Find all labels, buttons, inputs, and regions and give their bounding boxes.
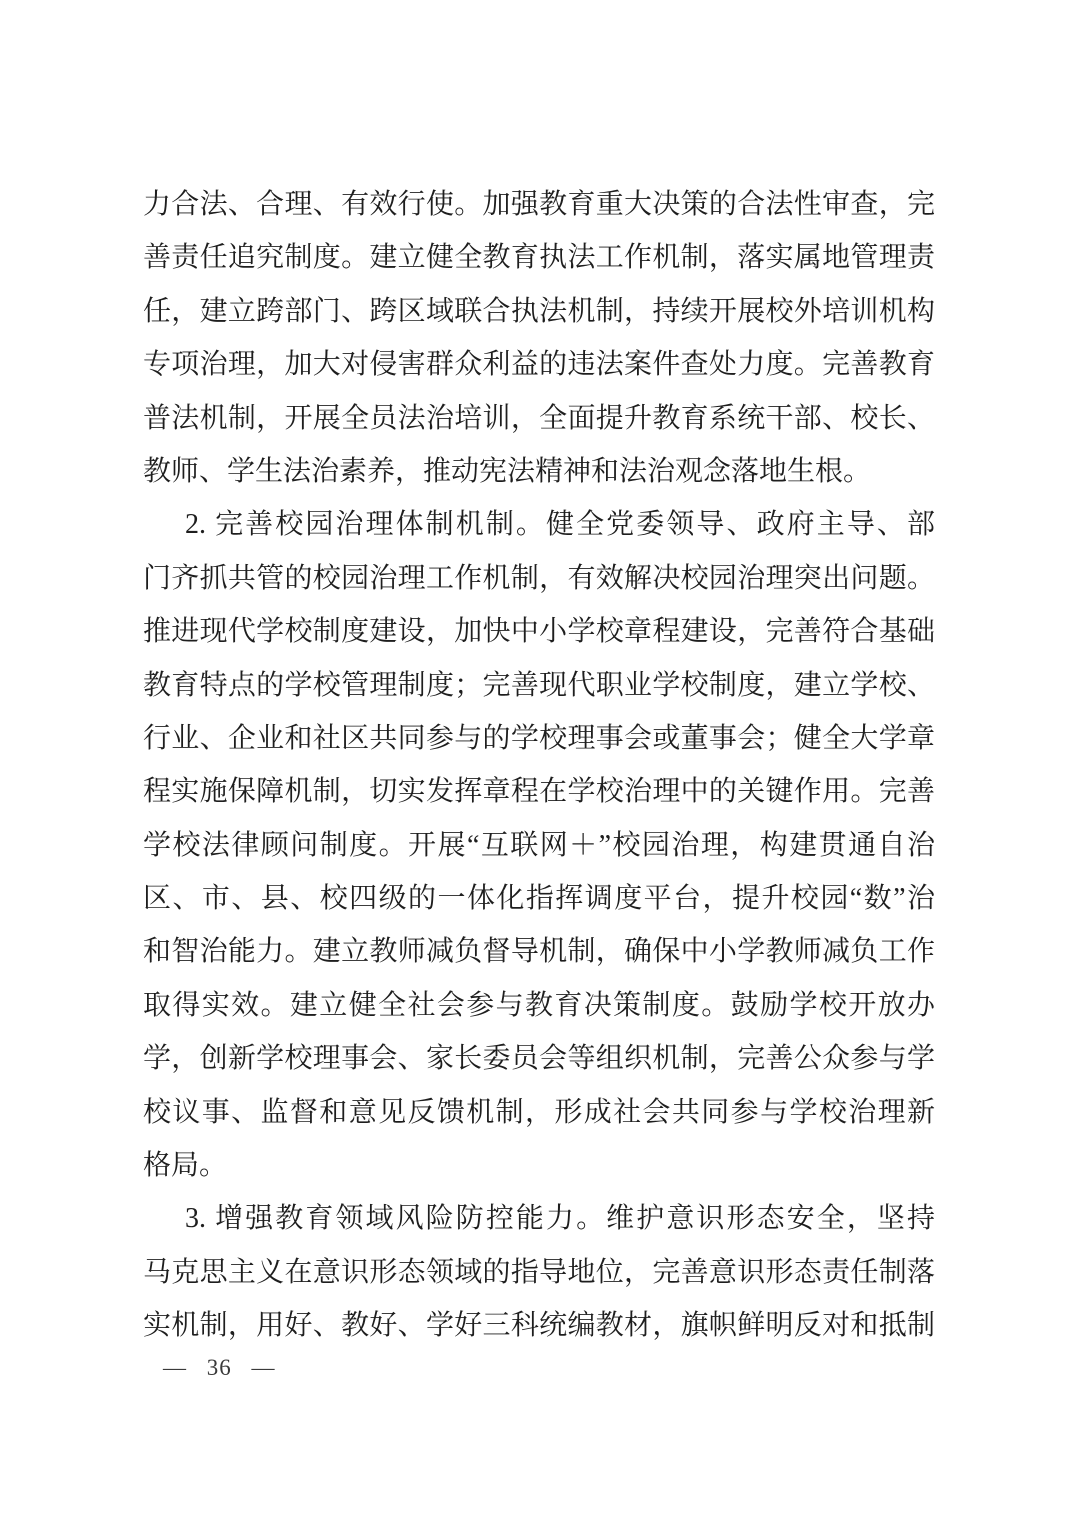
paragraph-item-2 xyxy=(143,498,935,1192)
text-line: 程实施保障机制，切实发挥章程在学校治理中的关键作用。完善 xyxy=(143,776,935,808)
text-line: 善责任追究制度。建立健全教育执法工作机制，落实属地管理责 xyxy=(143,242,935,274)
text-line: 2. 完善校园治理体制机制。健全党委领导、政府主导、部 xyxy=(185,509,935,541)
text-line: 格局。 xyxy=(143,1150,228,1182)
text-line: 门齐抓共管的校园治理工作机制，有效解决校园治理突出问题。 xyxy=(143,562,935,594)
text-line: 任，建立跨部门、跨区域联合执法机制，持续开展校外培训机构 xyxy=(143,295,935,327)
text-line: 学，创新学校理事会、家长委员会等组织机制，完善公众参与学 xyxy=(143,1043,935,1075)
paragraph-continuation xyxy=(143,178,935,498)
text-line: 实机制，用好、教好、学好三科统编教材，旗帜鲜明反对和抵制 xyxy=(143,1310,935,1342)
paragraph-item-3 xyxy=(143,1192,935,1352)
text-line: 和智治能力。建立教师减负督导机制，确保中小学教师减负工作 xyxy=(143,936,935,968)
text-line: 教育特点的学校管理制度；完善现代职业学校制度，建立学校、 xyxy=(143,669,935,701)
text-line: 取得实效。建立健全社会参与教育决策制度。鼓励学校开放办 xyxy=(143,989,935,1021)
document-body xyxy=(143,178,935,1353)
text-line: 马克思主义在意识形态领域的指导地位，完善意识形态责任制落 xyxy=(143,1256,935,1288)
text-line: 学校法律顾问制度。开展“互联网＋”校园治理，构建贯通自治 xyxy=(143,829,935,861)
text-line: 教师、学生法治素养，推动宪法精神和法治观念落地生根。 xyxy=(143,455,872,487)
text-line: 专项治理，加大对侵害群众利益的违法案件查处力度。完善教育 xyxy=(143,349,935,381)
text-line: 推进现代学校制度建设，加快中小学校章程建设，完善符合基础 xyxy=(143,616,935,648)
text-line: 3. 增强教育领域风险防控能力。维护意识形态安全，坚持 xyxy=(185,1203,935,1235)
page-number: — 36 — xyxy=(163,1355,276,1380)
text-line: 校议事、监督和意见反馈机制，形成社会共同参与学校治理新 xyxy=(143,1096,935,1128)
text-line: 普法机制，开展全员法治培训，全面提升教育系统干部、校长、 xyxy=(143,402,935,434)
page-footer xyxy=(163,1350,276,1386)
text-line: 力合法、合理、有效行使。加强教育重大决策的合法性审查，完 xyxy=(143,189,935,220)
text-line: 行业、企业和社区共同参与的学校理事会或董事会；健全大学章 xyxy=(143,722,935,754)
text-line: 区、市、县、校四级的一体化指挥调度平台，提升校园“数”治 xyxy=(143,883,935,915)
